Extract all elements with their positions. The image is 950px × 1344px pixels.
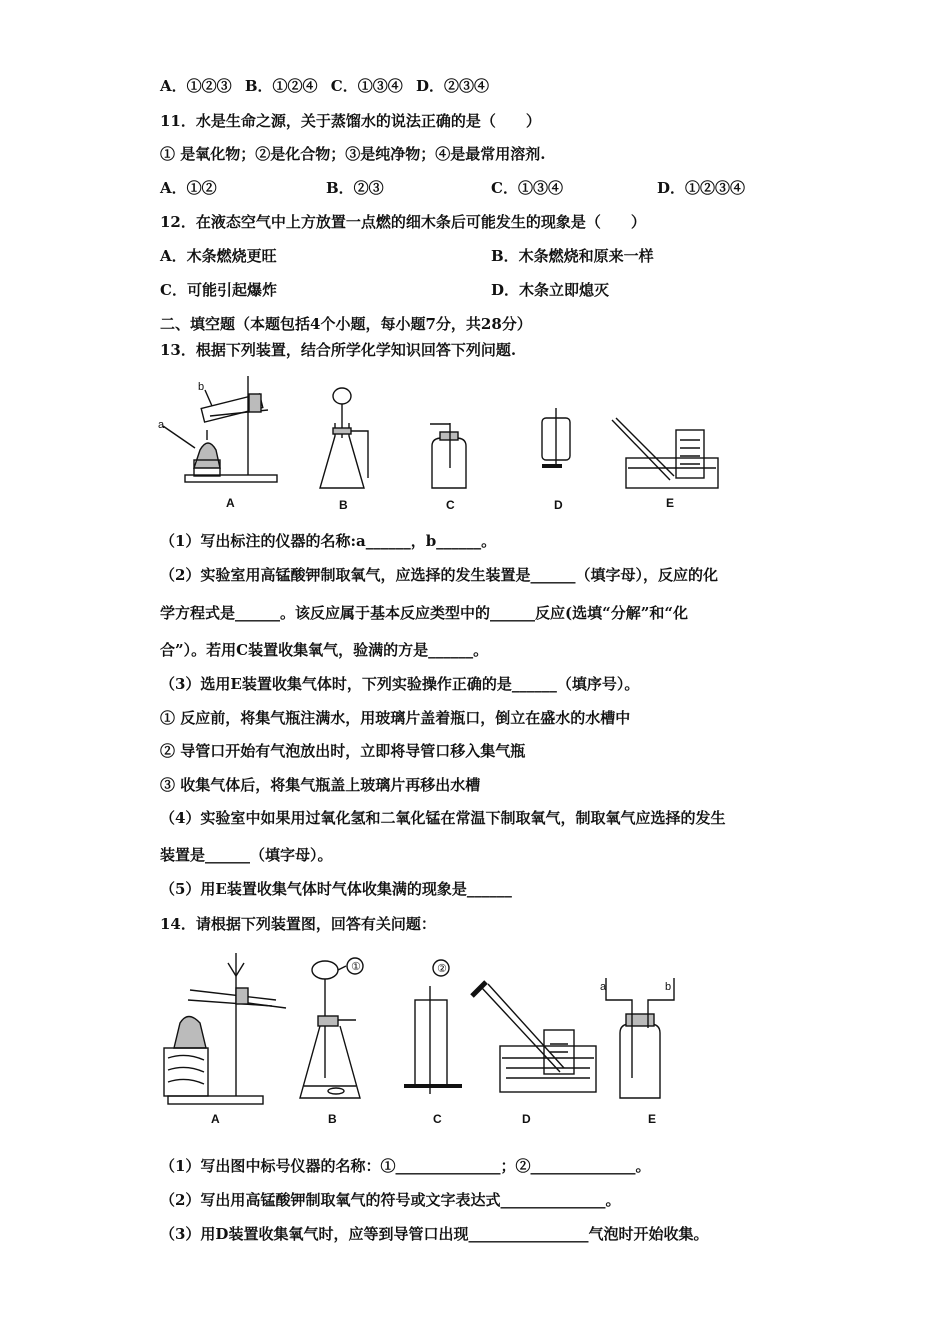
q13-part-3-step-3: ③ 收集气体后，将集气瓶盖上玻璃片再移出水槽	[160, 776, 481, 794]
q11-option-d: D．①②③④	[657, 179, 746, 197]
q11-stem: 11．水是生命之源，关于蒸馏水的说法正确的是（ ）	[160, 112, 541, 130]
q13-part-2-line-2: 学方程式是______。该反应属于基本反应类型中的______反应(选填“分解”和“化	[160, 604, 688, 622]
q11-statements: ① 是氧化物；②是化合物；③是纯净物；④是最常用溶剂.	[160, 145, 546, 163]
q13-part-1: （1）写出标注的仪器的名称:a______，b______。	[160, 532, 497, 550]
q12-option-c: C．可能引起爆炸	[160, 281, 277, 299]
q10-option-a: A．①②③	[160, 77, 232, 95]
q13-apparatus-e	[612, 418, 718, 488]
q14-part-1: （1）写出图中标号仪器的名称：①______________；②______________。	[160, 1157, 651, 1175]
q13-caption-c: C	[446, 498, 455, 512]
q12-option-a: A．木条燃烧更旺	[160, 247, 277, 265]
q10-options	[160, 76, 489, 96]
q14-caption-a: A	[211, 1112, 220, 1126]
q13-part-5: （5）用E装置收集气体时气体收集满的现象是______	[160, 880, 512, 898]
q13-part-4-line-1: （4）实验室中如果用过氧化氢和二氧化锰在常温下制取氧气，制取氧气应选择的发生	[160, 809, 726, 827]
q14-apparatus-drawing	[160, 948, 700, 1113]
q14-apparatus-e	[606, 978, 674, 1098]
q13-stem: 13．根据下列装置，结合所学化学知识回答下列问题.	[160, 341, 517, 359]
q13-part-2-line-3: 合”）。若用C装置收集氧气，验满的方是______。	[160, 641, 489, 659]
q11-option-b: B．②③	[326, 179, 384, 197]
q13-apparatus-d	[542, 408, 570, 468]
q14-apparatus-c	[404, 986, 462, 1094]
q13-part-3-step-2: ② 导管口开始有气泡放出时，立即将导管口移入集气瓶	[160, 742, 526, 760]
q13-apparatus-drawing	[150, 368, 750, 518]
q13-part-3-step-1: ① 反应前，将集气瓶注满水，用玻璃片盖着瓶口，倒立在盛水的水槽中	[160, 709, 631, 727]
q10-option-c: C．①③④	[330, 77, 403, 95]
q11-option-a: A．①②	[160, 179, 217, 197]
q13-part-2-line-1: （2）实验室用高锰酸钾制取氧气，应选择的发生装置是______（填字母），反应的化	[160, 566, 718, 584]
q14-caption-c: C	[433, 1112, 442, 1126]
q14-caption-b: B	[328, 1112, 337, 1126]
q13-label-a: a	[158, 419, 165, 431]
q14-apparatus-d	[472, 982, 596, 1092]
q13-caption-d: D	[554, 498, 563, 512]
section-2-heading: 二、填空题（本题包括4个小题，每小题7分，共28分）	[160, 315, 532, 333]
q14-part-2: （2）写出用高锰酸钾制取氧气的符号或文字表达式______________。	[160, 1191, 621, 1209]
q13-apparatus-figure	[150, 368, 750, 518]
q13-part-3: （3）选用E装置收集气体时，下列实验操作正确的是______（填序号）。	[160, 675, 640, 693]
q14-part-3: （3）用D装置收集氧气时，应等到导管口出现________________气泡时开始收集。	[160, 1225, 709, 1243]
q13-apparatus-a	[163, 376, 277, 482]
q14-apparatus-b	[300, 961, 360, 1098]
q14-caption-e: E	[648, 1112, 657, 1126]
q13-caption-a: A	[226, 496, 235, 510]
q11-option-c: C．①③④	[491, 179, 563, 197]
q14-apparatus-figure	[160, 948, 700, 1113]
q14-caption-d: D	[522, 1112, 531, 1126]
q14-label-a: a	[600, 981, 607, 993]
q13-apparatus-b	[320, 388, 368, 488]
q14-stem: 14．请根据下列装置图，回答有关问题：	[160, 915, 436, 933]
q13-part-4-line-2: 装置是______（填字母）。	[160, 846, 333, 864]
q14-label-1: ①	[351, 961, 361, 973]
q13-caption-b: B	[339, 498, 348, 512]
q12-stem: 12．在液态空气中上方放置一点燃的细木条后可能发生的现象是（ ）	[160, 213, 646, 231]
q13-apparatus-c	[430, 423, 466, 488]
q14-label-2: ②	[437, 963, 447, 975]
q14-apparatus-a	[164, 953, 286, 1104]
q10-option-d: D．②③④	[415, 77, 489, 95]
q14-label-b: b	[665, 981, 672, 993]
q12-option-b: B．木条燃烧和原来一样	[491, 247, 654, 265]
q12-option-d: D．木条立即熄灭	[491, 281, 610, 299]
q10-option-b: B．①②④	[244, 77, 318, 95]
q13-caption-e: E	[666, 496, 675, 510]
q13-label-b: b	[198, 381, 205, 393]
